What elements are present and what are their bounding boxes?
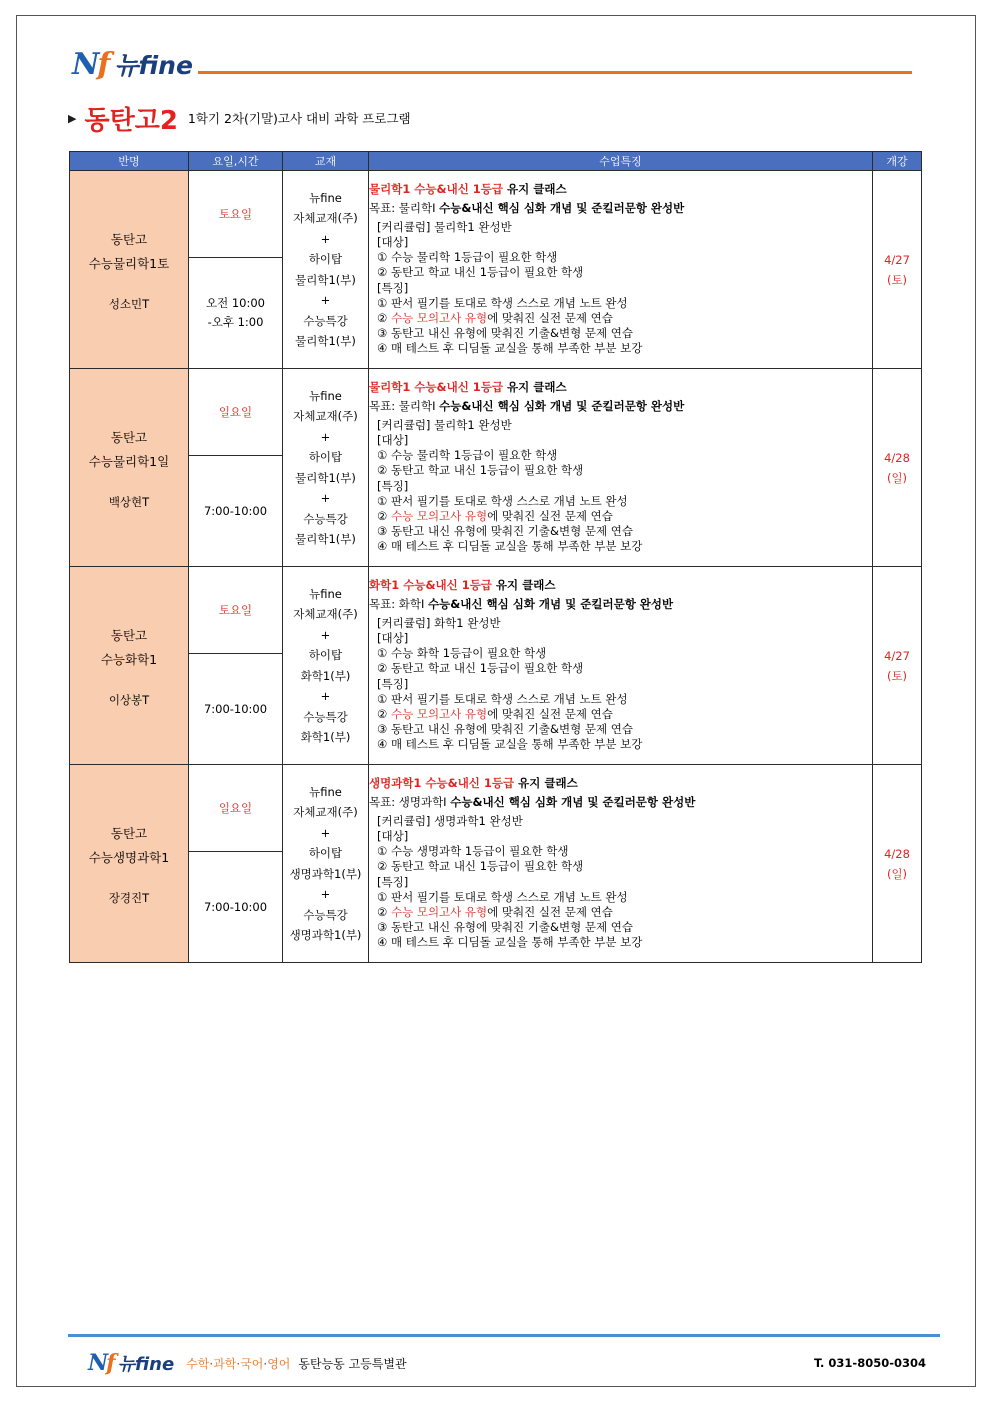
feature-item: ④ 매 테스트 후 디딤돌 교실을 통해 부족한 부분 보강	[377, 737, 643, 752]
book-line: 생명과학1(부)	[289, 928, 362, 942]
target-item: ① 수능 물리학 1등급이 필요한 학생	[377, 250, 558, 265]
open-date-cell	[873, 765, 922, 963]
target-item: ① 수능 생명과학 1등급이 필요한 학생	[377, 844, 569, 859]
feature-item: ① 판서 필기를 토대로 학생 스스로 개념 노트 완성	[377, 889, 628, 904]
feature-body	[369, 616, 872, 753]
table-row	[70, 567, 922, 654]
day-cell: 토요일	[189, 171, 283, 258]
feature-label: [특징]	[377, 478, 409, 493]
subject-label: 영어	[267, 1356, 291, 1371]
book-line: 화학1(부)	[300, 730, 351, 744]
header-rule	[198, 71, 912, 74]
book-line: 자체교재(주)	[293, 409, 358, 423]
target-item: ① 수능 화학 1등급이 필요한 학생	[377, 646, 547, 661]
book-line: +	[320, 825, 331, 840]
feature-item: ③ 동탄고 내신 유형에 맞춰진 기출&변형 문제 연습	[377, 524, 633, 539]
feature-item: ④ 매 테스트 후 디딤돌 교실을 통해 부족한 부분 보강	[377, 539, 643, 554]
triangle-bullet-icon: ▶	[68, 111, 77, 125]
open-day: (일)	[886, 866, 908, 881]
feature-title: 물리학1 수능&내신 1등급 유지 클래스	[369, 182, 567, 197]
book-line: +	[320, 627, 331, 642]
open-date: 4/28	[884, 450, 910, 465]
feature-item: ② 수능 모의고사 유형에 맞춰진 실전 문제 연습	[377, 707, 613, 721]
book-line: +	[320, 491, 331, 505]
feature-title: 물리학1 수능&내신 1등급 유지 클래스	[369, 380, 567, 395]
target-item: ② 동탄고 학교 내신 1등급이 필요한 학생	[377, 463, 584, 478]
open-day: (토)	[886, 272, 908, 287]
class-name-cell	[70, 171, 189, 369]
feature-item: ① 판서 필기를 토대로 학생 스스로 개념 노트 완성	[377, 691, 628, 706]
time-line: 7:00-10:00	[203, 899, 268, 914]
schedule-table	[69, 151, 922, 963]
class-name-cell	[70, 765, 189, 963]
target-label: [대상]	[377, 234, 409, 249]
book-line: 물리학1(부)	[295, 272, 356, 287]
book-line: 하이탑	[308, 648, 343, 662]
book-line: 뉴fine	[309, 784, 342, 799]
column-header: 교재	[283, 152, 369, 171]
book-line: 물리학1(부)	[295, 532, 356, 546]
book-line: 수능특강	[303, 511, 348, 526]
open-date: 4/28	[884, 846, 910, 861]
curriculum-line: [커리큘럼] 물리학1 완성반	[377, 219, 512, 234]
class-title: 수능생명과학1	[88, 849, 170, 865]
feature-item: ② 수능 모의고사 유형에 맞춰진 실전 문제 연습	[377, 509, 613, 523]
day-cell: 일요일	[189, 369, 283, 456]
column-header: 개강	[873, 152, 922, 171]
target-label: [대상]	[377, 828, 409, 843]
brand-logo	[72, 46, 193, 82]
feature-body	[369, 220, 872, 357]
feature-item: ④ 매 테스트 후 디딤돌 교실을 통해 부족한 부분 보강	[377, 341, 643, 356]
time-cell	[189, 654, 283, 765]
target-label: [대상]	[377, 432, 409, 447]
phone-number: T. 031-8050-0304	[813, 1356, 926, 1370]
book-line: 물리학1(부)	[295, 470, 356, 485]
teacher-name: 이상봉T	[108, 692, 150, 707]
class-school: 동탄고	[110, 627, 148, 643]
target-label: [대상]	[377, 630, 409, 645]
open-day: (토)	[886, 668, 908, 683]
book-line: +	[320, 689, 331, 703]
goal-line: 목표: 생명과학Ⅰ 수능&내신 핵심 심화 개념 및 준킬러문항 완성반	[369, 794, 696, 809]
book-line: 수능특강	[303, 313, 348, 328]
teacher-name: 성소민T	[108, 296, 150, 311]
feature-item: ① 판서 필기를 토대로 학생 스스로 개념 노트 완성	[377, 493, 628, 508]
class-school: 동탄고	[110, 429, 148, 445]
open-date-cell	[873, 567, 922, 765]
school-name: 동탄고2	[84, 105, 178, 136]
feature-item: ③ 동탄고 내신 유형에 맞춰진 기출&변형 문제 연습	[377, 722, 633, 737]
target-item: ② 동탄고 학교 내신 1등급이 필요한 학생	[377, 859, 584, 874]
time-line: -오후 1:00	[207, 315, 264, 329]
table-row	[70, 171, 922, 258]
subject-label: 국어	[240, 1356, 264, 1371]
features-cell	[369, 171, 873, 369]
time-line: 7:00-10:00	[203, 701, 268, 716]
footer-rule	[68, 1334, 940, 1337]
table-header-row	[70, 152, 922, 171]
book-line: 뉴fine	[309, 388, 342, 403]
day-cell: 토요일	[189, 567, 283, 654]
book-line: 수능특강	[303, 709, 348, 724]
open-date-cell	[873, 369, 922, 567]
open-date: 4/27	[884, 252, 910, 267]
textbook-cell	[283, 567, 369, 765]
curriculum-line: [커리큘럼] 생명과학1 완성반	[377, 813, 523, 828]
book-line: 자체교재(주)	[293, 211, 358, 225]
target-item: ② 동탄고 학교 내신 1등급이 필요한 학생	[377, 661, 584, 676]
footer-logo-text: 뉴fine	[117, 1354, 175, 1375]
goal-line: 목표: 물리학Ⅰ 수능&내신 핵심 심화 개념 및 준킬러문항 완성반	[369, 200, 685, 215]
time-line: 오전 10:00	[205, 296, 265, 310]
feature-body	[369, 814, 872, 951]
logo-text: 뉴fine	[114, 51, 193, 80]
feature-title: 생명과학1 수능&내신 1등급 유지 클래스	[369, 776, 578, 791]
textbook-cell	[283, 765, 369, 963]
feature-label: [특징]	[377, 874, 409, 889]
open-date-cell	[873, 171, 922, 369]
column-header: 반명	[70, 152, 189, 171]
column-header: 수업특징	[369, 152, 873, 171]
textbook-cell	[283, 171, 369, 369]
feature-item: ④ 매 테스트 후 디딤돌 교실을 통해 부족한 부분 보강	[377, 935, 643, 950]
curriculum-line: [커리큘럼] 물리학1 완성반	[377, 417, 512, 432]
target-item: ① 수능 물리학 1등급이 필요한 학생	[377, 448, 558, 463]
column-header: 요일,시간	[189, 152, 283, 171]
program-subtitle: 1학기 2차(기말)고사 대비 과학 프로그램	[187, 111, 411, 126]
book-line: 하이탑	[308, 450, 343, 464]
class-school: 동탄고	[110, 231, 148, 247]
class-name-cell	[70, 369, 189, 567]
feature-label: [특징]	[377, 280, 409, 295]
book-line: +	[320, 293, 331, 307]
book-line: +	[320, 429, 331, 444]
time-line: 7:00-10:00	[203, 503, 268, 518]
feature-item: ① 판서 필기를 토대로 학생 스스로 개념 노트 완성	[377, 295, 628, 310]
book-line: 화학1(부)	[300, 668, 351, 683]
book-line: 뉴fine	[309, 190, 342, 205]
book-line: +	[320, 231, 331, 246]
teacher-name: 장경진T	[108, 890, 150, 905]
class-school: 동탄고	[110, 825, 148, 841]
book-line: 하이탑	[308, 252, 343, 266]
goal-line: 목표: 화학Ⅰ 수능&내신 핵심 심화 개념 및 준킬러문항 완성반	[369, 596, 674, 611]
book-line: 자체교재(주)	[293, 805, 358, 819]
footer-logo-mark-icon: Nf	[88, 1350, 114, 1376]
open-day: (일)	[886, 470, 908, 485]
feature-title: 화학1 수능&내신 1등급 유지 클래스	[369, 578, 556, 593]
features-cell	[369, 765, 873, 963]
time-cell	[189, 258, 283, 369]
features-cell	[369, 369, 873, 567]
class-title: 수능물리학1일	[88, 453, 170, 469]
book-line: +	[320, 887, 331, 901]
time-cell	[189, 852, 283, 963]
book-line: 뉴fine	[309, 586, 342, 601]
feature-body	[369, 418, 872, 555]
book-line: 수능특강	[303, 907, 348, 922]
teacher-name: 백상현T	[108, 494, 150, 509]
table-row	[70, 369, 922, 456]
branch-name: 동탄능동 고등특별관	[298, 1356, 407, 1371]
book-line: 자체교재(주)	[293, 607, 358, 621]
class-title: 수능물리학1토	[88, 255, 170, 271]
subject-label: 수학	[186, 1356, 210, 1371]
book-line: 물리학1(부)	[295, 334, 356, 348]
book-line: 생명과학1(부)	[289, 866, 362, 881]
book-line: 하이탑	[308, 846, 343, 860]
feature-item: ② 수능 모의고사 유형에 맞춰진 실전 문제 연습	[377, 905, 613, 919]
day-cell: 일요일	[189, 765, 283, 852]
class-name-cell	[70, 567, 189, 765]
feature-item: ② 수능 모의고사 유형에 맞춰진 실전 문제 연습	[377, 311, 613, 325]
footer-subjects: 수학·과학·국어·영어	[186, 1356, 291, 1371]
feature-item: ③ 동탄고 내신 유형에 맞춰진 기출&변형 문제 연습	[377, 326, 633, 341]
open-date: 4/27	[884, 648, 910, 663]
feature-item: ③ 동탄고 내신 유형에 맞춰진 기출&변형 문제 연습	[377, 920, 633, 935]
logo-mark-icon: Nf	[72, 46, 109, 82]
class-title: 수능화학1	[100, 651, 158, 667]
table-row	[70, 765, 922, 852]
feature-label: [특징]	[377, 676, 409, 691]
time-cell	[189, 456, 283, 567]
footer-brand	[88, 1350, 407, 1376]
curriculum-line: [커리큘럼] 화학1 완성반	[377, 615, 501, 630]
subject-label: 과학	[213, 1356, 237, 1371]
textbook-cell	[283, 369, 369, 567]
goal-line: 목표: 물리학Ⅰ 수능&내신 핵심 심화 개념 및 준킬러문항 완성반	[369, 398, 685, 413]
page-title	[68, 101, 411, 135]
features-cell	[369, 567, 873, 765]
target-item: ② 동탄고 학교 내신 1등급이 필요한 학생	[377, 265, 584, 280]
